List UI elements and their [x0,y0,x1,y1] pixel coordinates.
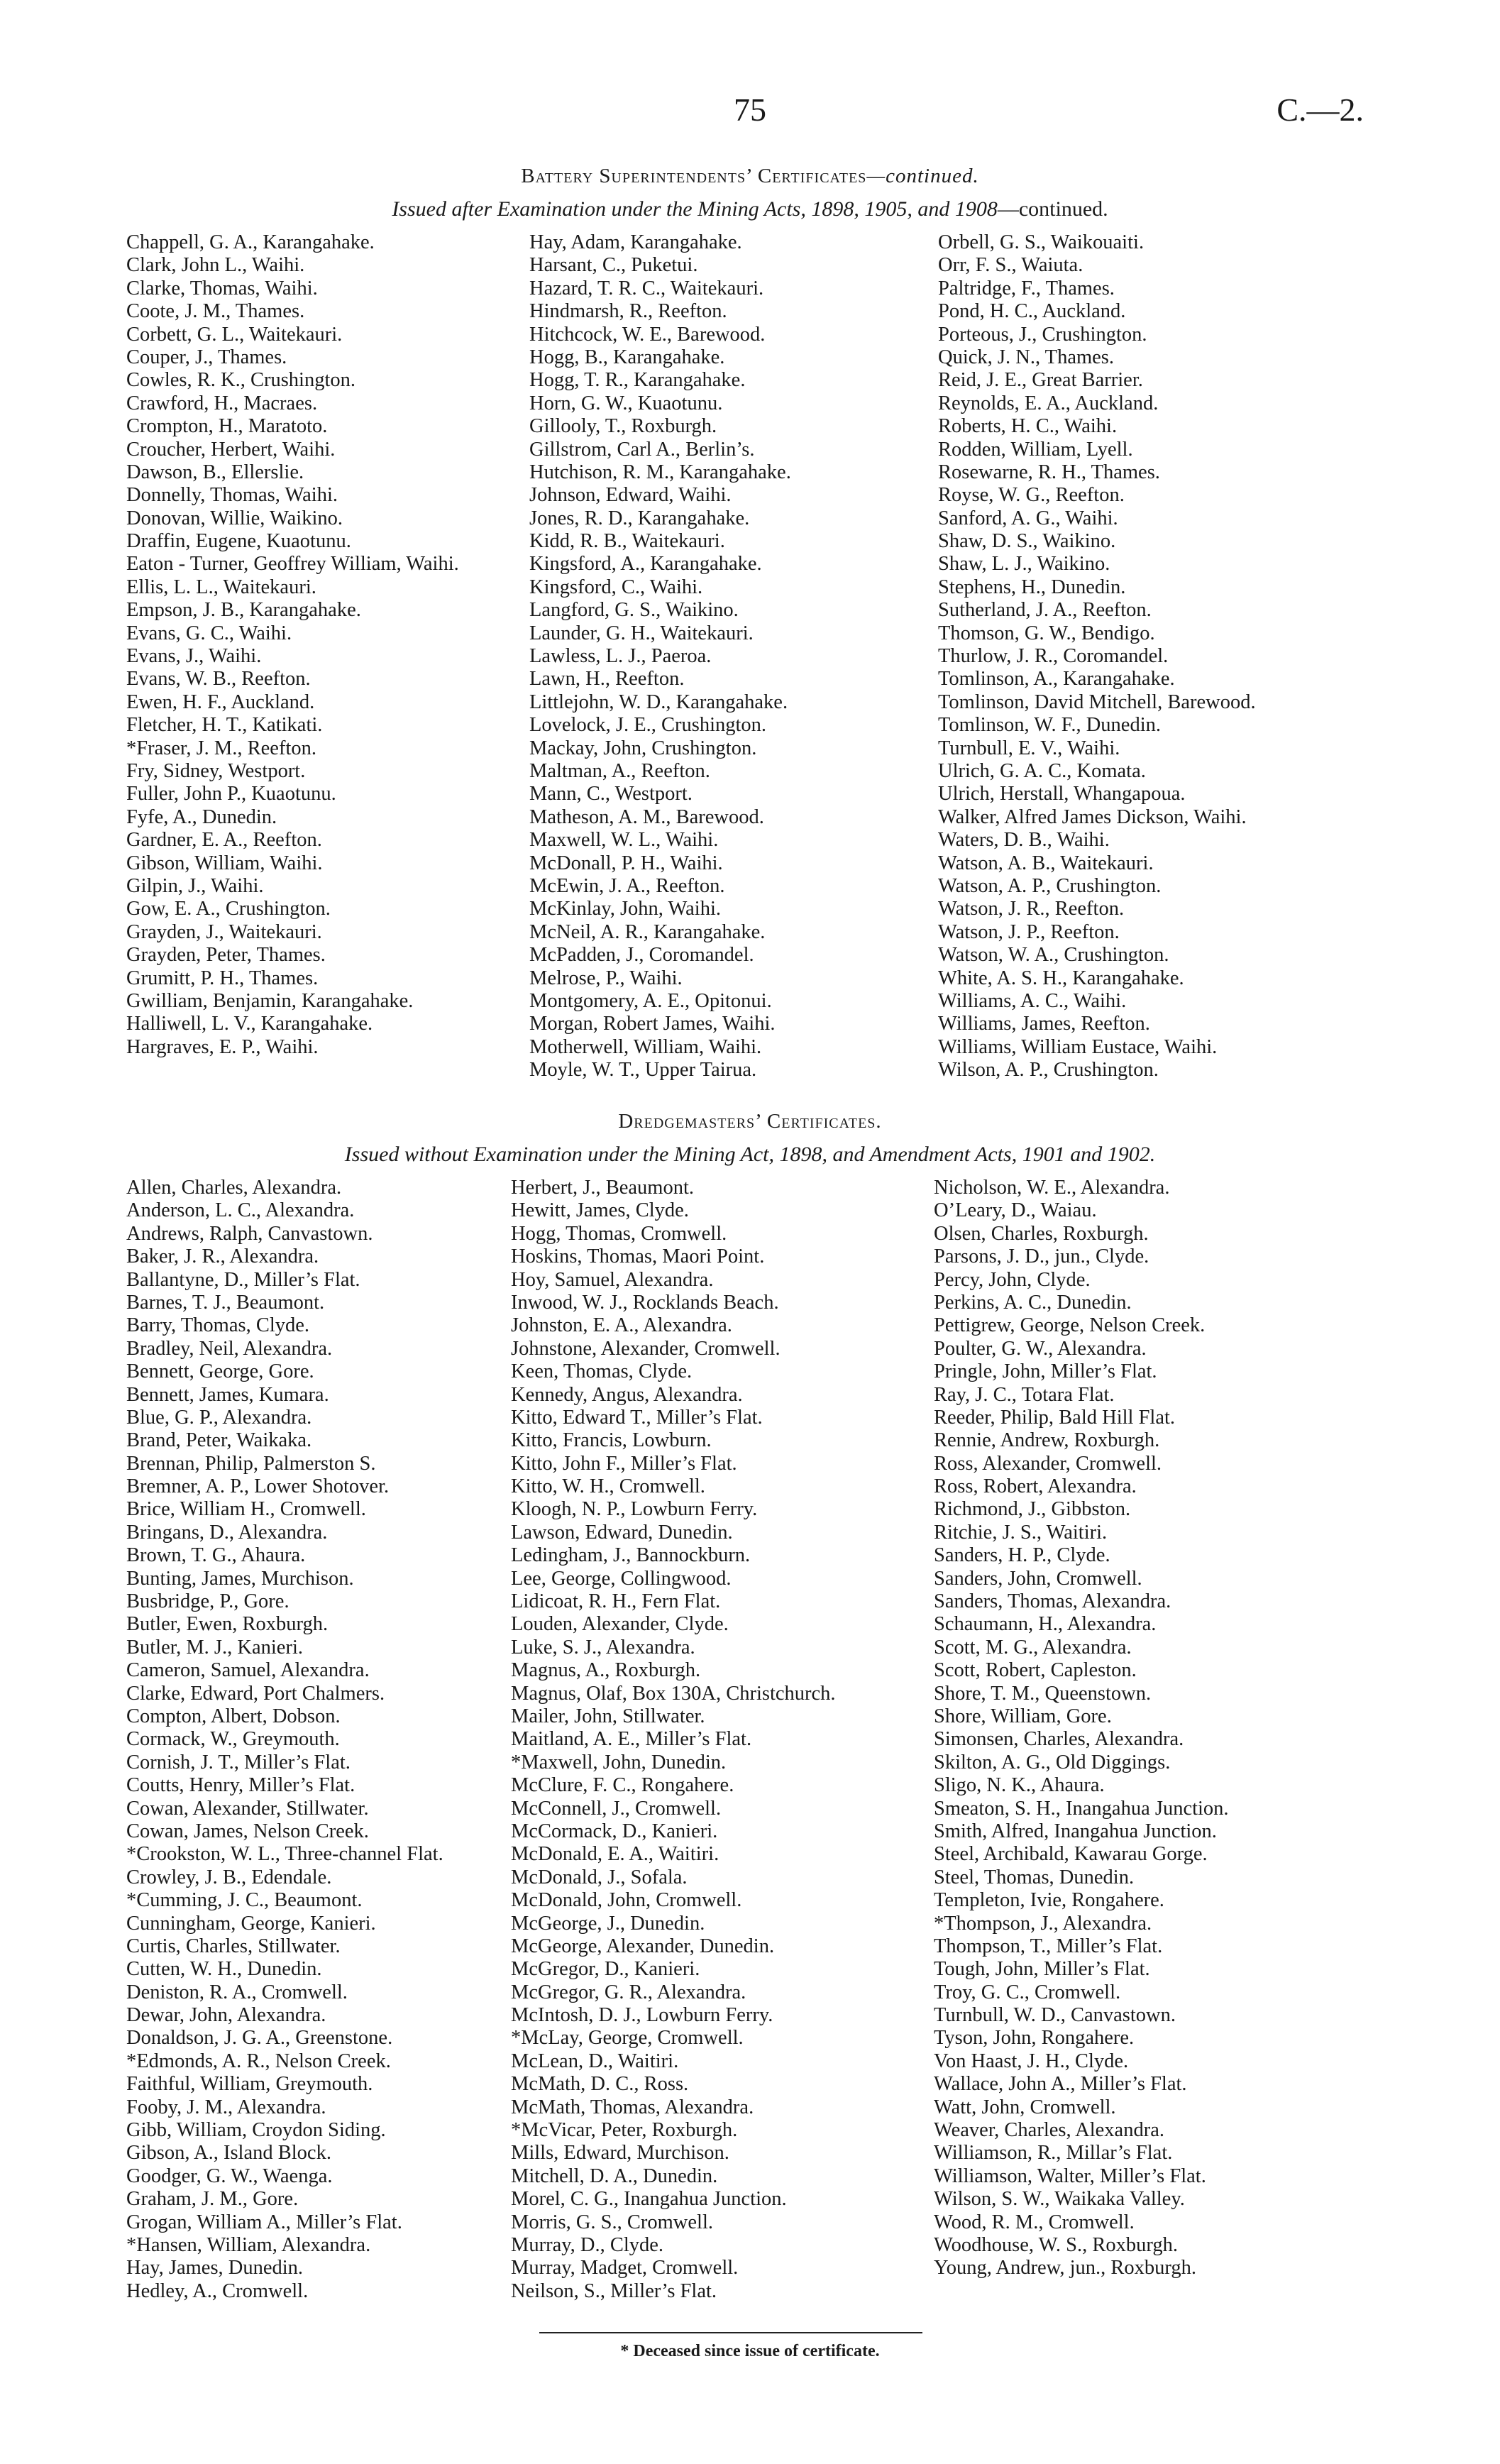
list-item: Tyson, John, Rongahere. [934,2027,1135,2050]
list-item: Couper, J., Thames. [126,346,287,368]
list-item: Murray, Madget, Cromwell. [511,2257,739,2279]
list-item: Evans, W. B., Reefton. [126,668,311,691]
list-item: Sligo, N. K., Ahaura. [934,1774,1105,1797]
list-item: Johnstone, Alexander, Cromwell. [511,1337,781,1360]
list-item: Percy, John, Clyde. [934,1268,1091,1291]
list-item: Fletcher, H. T., Katikati. [126,714,323,737]
list-item: Corbett, G. L., Waitekauri. [126,323,343,346]
list-item: Porteous, J., Crushington. [938,323,1147,346]
list-item: Crompton, H., Maratoto. [126,415,328,438]
list-item: Parsons, J. D., jun., Clyde. [934,1245,1149,1268]
list-item: Montgomery, A. E., Opitonui. [529,989,772,1012]
list-item: Mills, Edward, Murchison. [511,2142,729,2165]
list-item: Walker, Alfred James Dickson, Waihi. [938,805,1247,828]
list-item: Simonsen, Charles, Alexandra. [934,1728,1184,1751]
list-item: Watson, A. P., Crushington. [938,874,1162,897]
list-item: Littlejohn, W. D., Karangahake. [529,691,788,713]
list-item: McEwin, J. A., Reefton. [529,874,725,897]
list-item: Kitto, Edward T., Miller’s Flat. [511,1406,763,1429]
list-item: Hindmarsh, R., Reefton. [529,300,727,323]
list-item: Motherwell, William, Waihi. [529,1035,762,1058]
list-item: Hogg, Thomas, Cromwell. [511,1222,727,1245]
list-item: Chappell, G. A., Karangahake. [126,231,375,253]
list-item: Shaw, D. S., Waikino. [938,530,1116,553]
list-item: Hogg, T. R., Karangahake. [529,369,746,392]
list-item: Watson, A. B., Waitekauri. [938,852,1154,874]
list-item: Graham, J. M., Gore. [126,2188,299,2211]
list-item: Shore, T. M., Queenstown. [934,1682,1152,1705]
list-item: Waters, D. B., Waihi. [938,829,1110,852]
list-item: Reeder, Philip, Bald Hill Flat. [934,1406,1176,1429]
list-item: Hoy, Samuel, Alexandra. [511,1268,714,1291]
list-item: Fooby, J. M., Alexandra. [126,2096,326,2118]
list-item: Harsant, C., Puketui. [529,254,698,277]
list-item: Dewar, John, Alexandra. [126,2004,326,2027]
list-item: Clarke, Edward, Port Chalmers. [126,1682,385,1705]
footnote: * Deceased since issue of certificate. [620,2342,880,2360]
list-item: Watt, John, Cromwell. [934,2096,1116,2118]
list-item: *Edmonds, A. R., Nelson Creek. [126,2050,391,2072]
list-item: Ross, Alexander, Cromwell. [934,1452,1162,1475]
list-item: Sanders, Thomas, Alexandra. [934,1590,1171,1613]
list-item: Melrose, P., Waihi. [529,967,683,989]
list-item: Gibson, William, Waihi. [126,852,323,874]
list-item: Sanders, H. P., Clyde. [934,1544,1110,1567]
list-item: Wood, R. M., Cromwell. [934,2211,1135,2233]
list-item: Magnus, A., Roxburgh. [511,1659,701,1682]
list-item: Pettigrew, George, Nelson Creek. [934,1314,1206,1337]
list-item: Clark, John L., Waihi. [126,254,305,277]
list-item: Launder, G. H., Waitekauri. [529,622,754,644]
list-item: Fuller, John P., Kuaotunu. [126,783,336,805]
footnote-rule [539,2332,922,2333]
list-item: Mann, C., Westport. [529,783,693,805]
list-item: *Hansen, William, Alexandra. [126,2233,371,2256]
list-item: Hay, Adam, Karangahake. [529,231,742,253]
list-item: Cornish, J. T., Miller’s Flat. [126,1751,351,1773]
list-item: Barry, Thomas, Clyde. [126,1314,310,1337]
list-item: Gardner, E. A., Reefton. [126,829,322,852]
list-item: Wallace, John A., Miller’s Flat. [934,2073,1187,2096]
list-item: Williams, James, Reefton. [938,1013,1150,1035]
list-item: McIntosh, D. J., Lowburn Ferry. [511,2004,773,2027]
dredge-subheading-b: under the Mining Act, 1898, and Amendment Acts, 1901 and 1902. [588,1143,1156,1166]
list-item: Shaw, L. J., Waikino. [938,553,1110,576]
list-item: Lee, George, Collingwood. [511,1567,732,1590]
list-item: Kitto, W. H., Cromwell. [511,1475,705,1498]
list-item: Horn, G. W., Kuaotunu. [529,392,723,414]
list-item: Grumitt, P. H., Thames. [126,967,319,989]
list-item: Williams, William Eustace, Waihi. [938,1035,1218,1058]
list-item: Steel, Archibald, Kawarau Gorge. [934,1843,1208,1866]
list-item: McLean, D., Waitiri. [511,2050,679,2072]
list-item: McDonald, J., Sofala. [511,1866,688,1888]
list-item: Orbell, G. S., Waikouaiti. [938,231,1145,253]
list-item: Morel, C. G., Inangahua Junction. [511,2188,787,2211]
list-item: *Cumming, J. C., Beaumont. [126,1889,363,1912]
list-item: Orr, F. S., Waiuta. [938,254,1083,277]
list-item: Roberts, H. C., Waihi. [938,415,1118,438]
list-item: Grayden, J., Waitekauri. [126,920,322,943]
list-item: McDonald, John, Cromwell. [511,1889,742,1912]
list-item: Young, Andrew, jun., Roxburgh. [934,2257,1197,2279]
list-item: Ross, Robert, Alexandra. [934,1475,1137,1498]
list-item: McMath, Thomas, Alexandra. [511,2096,754,2118]
list-item: Ellis, L. L., Waitekauri. [126,576,316,598]
list-item: Gibb, William, Croydon Siding. [126,2119,386,2142]
list-item: Quick, J. N., Thames. [938,346,1115,368]
list-item: Watson, W. A., Crushington. [938,944,1169,967]
list-item: Inwood, W. J., Rocklands Beach. [511,1291,779,1314]
page-code: C.—2. [1276,92,1364,128]
list-item: Cameron, Samuel, Alexandra. [126,1659,370,1682]
battery-column-3 [938,231,1256,1082]
list-item: Scott, Robert, Capleston. [934,1659,1137,1682]
list-item: Perkins, A. C., Dunedin. [934,1291,1132,1314]
list-item: Anderson, L. C., Alexandra. [126,1199,355,1222]
list-item: Wilson, A. P., Crushington. [938,1059,1159,1082]
list-item: Sutherland, J. A., Reefton. [938,599,1152,622]
list-item: Baker, J. R., Alexandra. [126,1245,319,1268]
list-item: Williamson, Walter, Miller’s Flat. [934,2165,1206,2187]
list-item: Schaumann, H., Alexandra. [934,1613,1157,1636]
list-item: Bunting, James, Murchison. [126,1567,354,1590]
list-item: Troy, G. C., Cromwell. [934,1981,1121,2003]
list-item: White, A. S. H., Karangahake. [938,967,1184,989]
list-item: Croucher, Herbert, Waihi. [126,438,336,461]
list-item: Woodhouse, W. S., Roxburgh. [934,2233,1178,2256]
list-item: Cormack, W., Greymouth. [126,1728,340,1751]
list-item: Sanford, A. G., Waihi. [938,507,1118,529]
dredge-column-2 [511,1177,836,2303]
list-item: Tomlinson, W. F., Dunedin. [938,714,1162,737]
list-item: Compton, Albert, Dobson. [126,1705,341,1727]
list-item: *Crookston, W. L., Three-channel Flat. [126,1843,443,1866]
list-item: Hedley, A., Cromwell. [126,2279,309,2302]
list-item: Mailer, John, Stillwater. [511,1705,705,1727]
list-item: Lawson, Edward, Dunedin. [511,1521,733,1544]
list-item: Pond, H. C., Auckland. [938,300,1126,323]
list-item: McConnell, J., Cromwell. [511,1797,722,1820]
list-item: Blue, G. P., Alexandra. [126,1406,312,1429]
list-item: Morgan, Robert James, Waihi. [529,1013,776,1035]
list-item: Templeton, Ivie, Rongahere. [934,1889,1164,1912]
list-item: Reynolds, E. A., Auckland. [938,392,1159,414]
list-item: *Thompson, J., Alexandra. [934,1912,1152,1935]
list-item: Reid, J. E., Great Barrier. [938,369,1143,392]
list-item: Gillooly, T., Roxburgh. [529,415,717,438]
battery-column-1 [126,231,509,1059]
list-item: Barnes, T. J., Beaumont. [126,1291,325,1314]
list-item: Scott, M. G., Alexandra. [934,1636,1132,1659]
list-item: Faithful, William, Greymouth. [126,2073,373,2096]
list-item: Neilson, S., Miller’s Flat. [511,2279,717,2302]
page-number: 75 [734,92,766,128]
list-item: Fyfe, A., Dunedin. [126,805,277,828]
list-item: Richmond, J., Gibbston. [934,1498,1131,1521]
list-item: Evans, J., Waihi. [126,645,262,668]
list-item: Cutten, W. H., Dunedin. [126,1958,322,1981]
list-item: Smith, Alfred, Inangahua Junction. [934,1820,1217,1842]
list-item: Magnus, Olaf, Box 130A, Christchurch. [511,1682,836,1705]
list-item: Donaldson, J. G. A., Greenstone. [126,2027,393,2050]
list-item: Fry, Sidney, Westport. [126,760,306,782]
list-item: Hargraves, E. P., Waihi. [126,1035,319,1058]
list-item: Cunningham, George, Kanieri. [126,1912,376,1935]
list-item: Ulrich, G. A. C., Komata. [938,759,1146,782]
list-item: McCormack, D., Kanieri. [511,1820,718,1842]
list-item: Gibson, A., Island Block. [126,2142,331,2165]
list-item: Brown, T. G., Ahaura. [126,1544,306,1567]
list-item: Nicholson, W. E., Alexandra. [934,1177,1170,1199]
list-item: McGregor, D., Kanieri. [511,1958,700,1981]
list-item: Allen, Charles, Alexandra. [126,1177,342,1199]
list-item: Cowan, Alexander, Stillwater. [126,1797,369,1820]
list-item: Turnbull, W. D., Canvastown. [934,2004,1176,2027]
list-item: Johnston, E. A., Alexandra. [511,1314,732,1337]
list-item: Lawn, H., Reefton. [529,668,685,691]
list-item: Pringle, John, Miller’s Flat. [934,1360,1157,1383]
list-item: Keen, Thomas, Clyde. [511,1360,693,1383]
list-item: Herbert, J., Beaumont. [511,1177,695,1199]
list-item: Hewitt, James, Clyde. [511,1199,689,1222]
list-item: Thompson, T., Miller’s Flat. [934,1935,1163,1957]
list-item: Tough, John, Miller’s Flat. [934,1958,1150,1981]
list-item: Bennett, James, Kumara. [126,1383,329,1406]
list-item: Langford, G. S., Waikino. [529,599,739,622]
list-item: Empson, J. B., Karangahake. [126,599,361,622]
list-item: Crowley, J. B., Edendale. [126,1866,332,1888]
list-item: Luke, S. J., Alexandra. [511,1636,695,1659]
list-item: Hutchison, R. M., Karangahake. [529,461,791,483]
list-item: *Fraser, J. M., Reefton. [126,737,316,759]
list-item: Kennedy, Angus, Alexandra. [511,1383,743,1406]
list-item: Tomlinson, A., Karangahake. [938,668,1175,691]
list-item: Cowan, James, Nelson Creek. [126,1820,369,1842]
list-item: Brennan, Philip, Palmerston S. [126,1452,376,1475]
list-item: Brand, Peter, Waikaka. [126,1429,312,1452]
list-item: McPadden, J., Coromandel. [529,944,754,967]
list-item: Brice, William H., Cromwell. [126,1498,366,1521]
list-item: Kitto, Francis, Lowburn. [511,1429,712,1452]
list-item: Bennett, George, Gore. [126,1360,314,1383]
list-item: Maxwell, W. L., Waihi. [529,829,719,852]
list-item: Skilton, A. G., Old Diggings. [934,1751,1171,1773]
list-item: Grayden, Peter, Thames. [126,944,326,967]
dredge-heading: Dredgemasters’ Certificates. [618,1110,882,1133]
list-item: Lovelock, J. E., Crushington. [529,714,767,737]
list-item: McKinlay, John, Waihi. [529,898,722,920]
list-item: McMath, D. C., Ross. [511,2073,689,2096]
list-item: Hazard, T. R. C., Waitekauri. [529,277,764,299]
battery-heading [0,165,1500,188]
list-item: Donovan, Willie, Waikino. [126,507,343,529]
list-item: Gillstrom, Carl A., Berlin’s. [529,438,755,461]
list-item: Maltman, A., Reefton. [529,759,710,782]
list-item: Cowles, R. K., Crushington. [126,369,356,392]
list-item: Williamson, R., Millar’s Flat. [934,2142,1173,2165]
list-item: Morris, G. S., Cromwell. [511,2211,713,2233]
list-item: Stephens, H., Dunedin. [938,576,1126,598]
list-item: Ballantyne, D., Miller’s Flat. [126,1268,360,1291]
list-item: *Maxwell, John, Dunedin. [511,1751,727,1773]
list-item: Mitchell, D. A., Dunedin. [511,2165,718,2187]
list-item: Kidd, R. B., Waitekauri. [529,530,725,553]
list-item: Ray, J. C., Totara Flat. [934,1383,1115,1406]
list-item: Donnelly, Thomas, Waihi. [126,484,338,507]
list-item: Busbridge, P., Gore. [126,1590,289,1613]
battery-subheading-text: Issued after Examination under the Mining Acts, 1898, 1905, and 1908 [392,197,998,221]
list-item: Mackay, John, Crushington. [529,737,757,759]
list-item: Smeaton, S. H., Inangahua Junction. [934,1797,1229,1820]
list-item: Watson, J. R., Reefton. [938,898,1125,920]
list-item: Bremner, A. P., Lower Shotover. [126,1475,390,1498]
list-item: Maitland, A. E., Miller’s Flat. [511,1728,752,1751]
list-item: Matheson, A. M., Barewood. [529,805,764,828]
list-item: Draffin, Eugene, Kuaotunu. [126,530,351,553]
list-item: Kitto, John F., Miller’s Flat. [511,1452,737,1475]
list-item: Hitchcock, W. E., Barewood. [529,323,766,346]
list-item: Williams, A. C., Waihi. [938,989,1127,1012]
list-item: Thomson, G. W., Bendigo. [938,622,1155,644]
list-item: O’Leary, D., Waiau. [934,1199,1097,1222]
list-item: Eaton - Turner, Geoffrey William, Waihi. [126,553,459,576]
list-item: Coutts, Henry, Miller’s Flat. [126,1774,355,1797]
list-item: Crawford, H., Macraes. [126,392,318,414]
list-item: Evans, G. C., Waihi. [126,622,292,644]
list-item: Hogg, B., Karangahake. [529,346,725,368]
list-item: McGeorge, Alexander, Dunedin. [511,1935,775,1957]
list-item: Jones, R. D., Karangahake. [529,507,750,529]
dredge-subheading [0,1143,1500,1167]
list-item: Grogan, William A., Miller’s Flat. [126,2211,402,2233]
list-item: Rennie, Andrew, Roxburgh. [934,1429,1160,1452]
list-item: Moyle, W. T., Upper Tairua. [529,1059,757,1082]
list-item: Louden, Alexander, Clyde. [511,1613,729,1636]
list-item: Halliwell, L. V., Karangahake. [126,1013,373,1035]
list-item: Hoskins, Thomas, Maori Point. [511,1245,765,1268]
list-item: *McVicar, Peter, Roxburgh. [511,2119,738,2142]
list-item: Kingsford, A., Karangahake. [529,553,762,576]
dredge-column-3 [934,1177,1229,2280]
list-item: Butler, Ewen, Roxburgh. [126,1613,329,1636]
list-item: Weaver, Charles, Alexandra. [934,2119,1164,2142]
list-item: Kingsford, C., Waihi. [529,576,703,598]
list-item: Rodden, William, Lyell. [938,438,1133,461]
list-item: Coote, J. M., Thames. [126,300,305,323]
battery-subheading [0,197,1500,221]
list-item: Ewen, H. F., Auckland. [126,691,315,713]
list-item: Gilpin, J., Waihi. [126,874,264,897]
dredge-subheading-a: Issued without Examination [344,1143,583,1166]
list-item: Kloogh, N. P., Lowburn Ferry. [511,1498,758,1521]
list-item: Gow, E. A., Crushington. [126,898,331,920]
list-item: Clarke, Thomas, Waihi. [126,277,318,299]
battery-heading-title: Battery Superintendents’ Certificates [521,165,867,187]
list-item: Curtis, Charles, Stillwater. [126,1935,341,1957]
list-item: Von Haast, J. H., Clyde. [934,2050,1129,2072]
list-item: Turnbull, E. V., Waihi. [938,737,1120,759]
dredge-column-1 [126,1177,443,2303]
list-item: Ledingham, J., Bannockburn. [511,1544,751,1567]
list-item: Deniston, R. A., Cromwell. [126,1981,348,2003]
list-item: Butler, M. J., Kanieri. [126,1636,303,1659]
list-item: Thurlow, J. R., Coromandel. [938,645,1169,668]
list-item: Johnson, Edward, Waihi. [529,484,732,507]
list-item: McDonall, P. H., Waihi. [529,852,723,874]
list-item: Bringans, D., Alexandra. [126,1521,328,1544]
list-item: Olsen, Charles, Roxburgh. [934,1222,1149,1245]
list-item: McDonald, E. A., Waitiri. [511,1843,719,1866]
list-item: McClure, F. C., Rongahere. [511,1774,734,1797]
list-item: Poulter, G. W., Alexandra. [934,1337,1147,1360]
list-item: Rosewarne, R. H., Thames. [938,461,1160,483]
list-item: Murray, D., Clyde. [511,2233,664,2256]
battery-heading-cont: —continued. [866,165,979,187]
list-item: Tomlinson, David Mitchell, Barewood. [938,691,1256,713]
list-item: Sanders, John, Cromwell. [934,1567,1142,1590]
list-item: Watson, J. P., Reefton. [938,920,1120,943]
list-item: Goodger, G. W., Waenga. [126,2165,333,2187]
list-item: Gwilliam, Benjamin, Karangahake. [126,989,414,1012]
list-item: Shore, William, Gore. [934,1705,1112,1727]
battery-column-2 [529,231,791,1082]
list-item: Paltridge, F., Thames. [938,277,1115,299]
list-item: Lawless, L. J., Paeroa. [529,645,712,668]
list-item: Lidicoat, R. H., Fern Flat. [511,1590,721,1613]
list-item: Steel, Thomas, Dunedin. [934,1866,1135,1888]
list-item: Hay, James, Dunedin. [126,2257,304,2279]
list-item: McGregor, G. R., Alexandra. [511,1981,746,2003]
list-item: *McLay, George, Cromwell. [511,2027,744,2050]
list-item: McGeorge, J., Dunedin. [511,1912,705,1935]
list-item: McNeil, A. R., Karangahake. [529,920,766,943]
list-item: Ritchie, J. S., Waitiri. [934,1521,1108,1544]
list-item: Andrews, Ralph, Canvastown. [126,1222,373,1245]
list-item: Wilson, S. W., Waikaka Valley. [934,2188,1185,2211]
list-item: Ulrich, Herstall, Whangapoua. [938,783,1186,805]
list-item: Bradley, Neil, Alexandra. [126,1337,333,1360]
list-item: Royse, W. G., Reefton. [938,484,1125,507]
list-item: Dawson, B., Ellerslie. [126,461,304,483]
battery-subheading-cont: —continued. [997,197,1108,221]
